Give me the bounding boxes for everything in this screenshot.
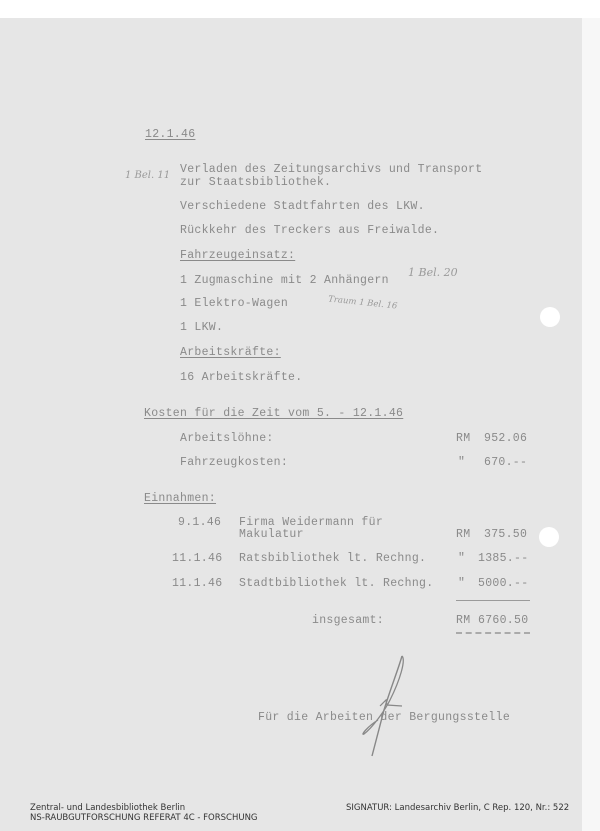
income-label: Ratsbibliothek lt. Rechng. xyxy=(239,552,427,565)
income-currency: " xyxy=(458,577,466,590)
cost-amount: 670.-- xyxy=(484,456,528,469)
income-date: 11.1.46 xyxy=(172,552,223,565)
income-amount: 375.50 xyxy=(484,528,528,541)
total-double-rule xyxy=(456,632,530,634)
cost-currency: RM xyxy=(456,432,471,445)
income-date: 9.1.46 xyxy=(178,516,222,529)
cost-currency: " xyxy=(458,456,466,469)
activity-line: zur Staatsbibliothek. xyxy=(180,176,332,189)
handwritten-signature xyxy=(350,650,410,760)
income-amount: 5000.-- xyxy=(478,577,529,590)
document-page xyxy=(0,18,582,831)
activity-line: Verschiedene Stadtfahrten des LKW. xyxy=(180,200,425,213)
vehicle-item: 1 LKW. xyxy=(180,321,224,334)
footer-institution-line1: Zentral- und Landesbibliothek Berlin xyxy=(30,803,186,813)
cost-label: Fahrzeugkosten: xyxy=(180,456,289,469)
footer-institution xyxy=(30,803,258,823)
footer-institution-line2: NS-RAUBGUTFORSCHUNG REFERAT 4C - FORSCHUNG xyxy=(30,813,258,823)
punch-hole-bottom xyxy=(539,527,559,547)
margin-note: 1 Bel. 11 xyxy=(125,170,171,181)
total-amount: 6760.50 xyxy=(478,614,529,627)
costs-heading: Kosten für die Zeit vom 5. - 12.1.46 xyxy=(144,407,404,420)
income-amount: 1385.-- xyxy=(478,552,529,565)
income-heading: Einnahmen: xyxy=(144,492,217,505)
total-currency: RM xyxy=(456,614,471,627)
income-label: Stadtbibliothek lt. Rechng. xyxy=(239,577,434,590)
vehicle-item: 1 Elektro-Wagen xyxy=(180,297,289,310)
punch-hole-top xyxy=(540,307,560,327)
income-date: 11.1.46 xyxy=(172,577,223,590)
workers-count: 16 Arbeitskräfte. xyxy=(180,371,303,384)
vehicle-note: Traum 1 Bel. 16 xyxy=(327,294,398,312)
signature-line: Für die Arbeiten der Bergungsstelle xyxy=(258,711,511,724)
document-date: 12.1.46 xyxy=(145,128,196,141)
activity-line: Rückkehr des Treckers aus Freiwalde. xyxy=(180,224,440,237)
vehicle-item: 1 Zugmaschine mit 2 Anhängern xyxy=(180,274,389,287)
income-label: Makulatur xyxy=(239,528,304,541)
page-edge xyxy=(582,18,600,831)
total-label: insgesamt: xyxy=(312,614,385,627)
cost-amount: 952.06 xyxy=(484,432,528,445)
income-currency: RM xyxy=(456,528,471,541)
vehicle-note: 1 Bel. 20 xyxy=(408,266,458,279)
vehicles-heading: Fahrzeugeinsatz: xyxy=(180,249,296,262)
cost-label: Arbeitslöhne: xyxy=(180,432,274,445)
activity-line: Verladen des Zeitungsarchivs und Transport xyxy=(180,163,483,176)
income-label: Firma Weidermann für xyxy=(239,516,384,529)
footer-signatur: SIGNATUR: Landesarchiv Berlin, C Rep. 120, Nr.: 522 xyxy=(346,803,570,813)
sum-rule xyxy=(456,600,530,601)
workers-heading: Arbeitskräfte: xyxy=(180,346,281,359)
income-currency: " xyxy=(458,552,466,565)
